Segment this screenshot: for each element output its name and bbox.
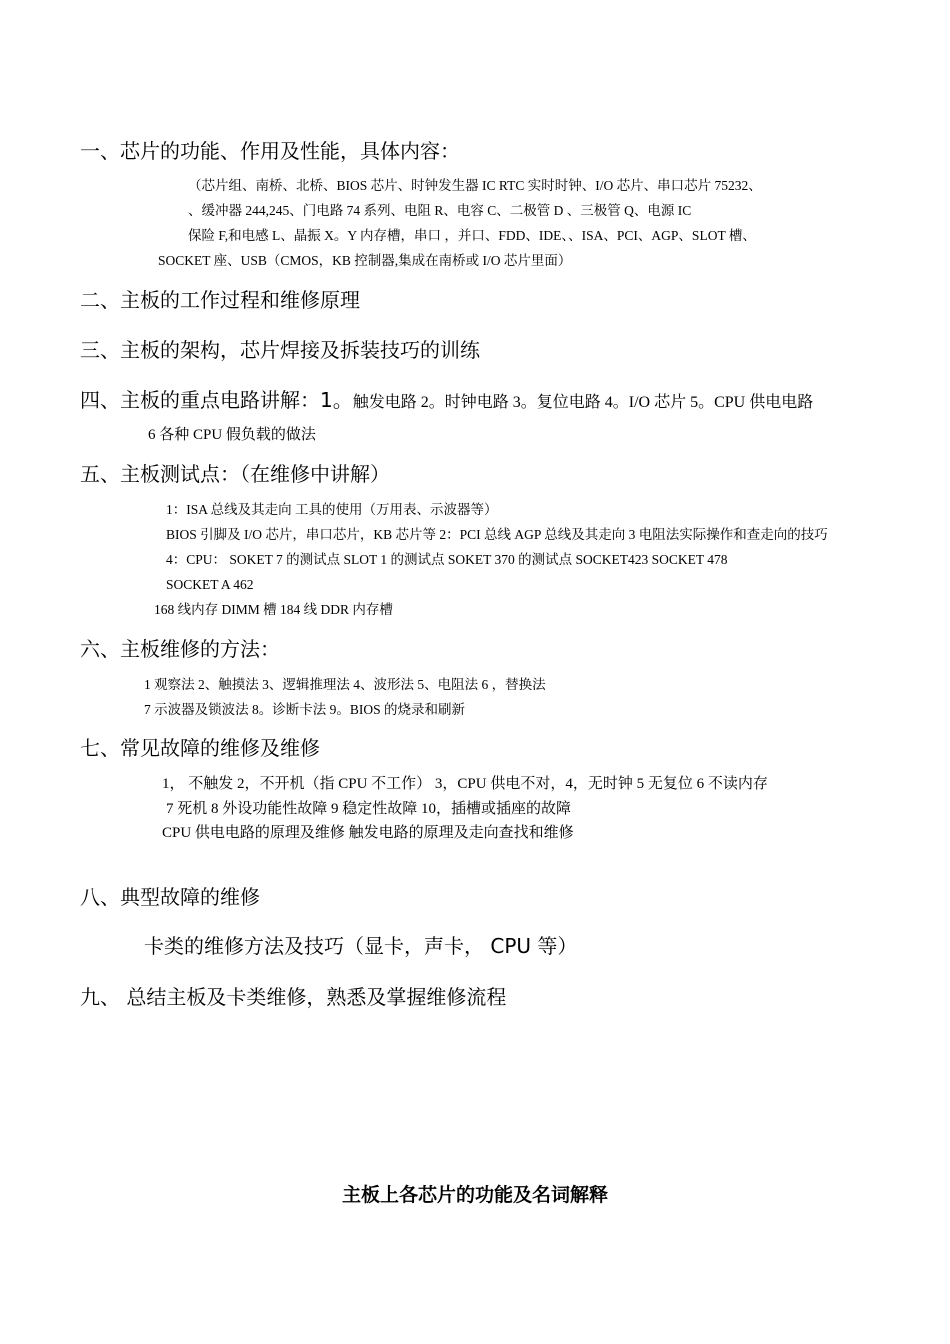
section-1-heading: 一、芯片的功能、作用及性能，具体内容： <box>80 139 460 163</box>
section-6-line-2: 7 示波器及锁波法 8。诊断卡法 9。BIOS 的烧录和刷新 <box>144 702 466 717</box>
section-4-line-1: 6 各种 CPU 假负载的做法 <box>148 427 316 443</box>
section-1-line-3: 保险 F,和电感 L、晶振 X。Y 内存槽，串口 ，并口、FDD、IDE、、ISA、PCI、AGP、SLOT 槽、 <box>188 228 756 243</box>
section-3-heading: 三、主板的架构，芯片焊接及拆装技巧的训练 <box>80 338 480 362</box>
section-4-heading-tail: 触发电路 2。时钟电路 3。复位电路 4。I/O 芯片 5。CPU 供电电路 <box>352 394 814 411</box>
section-4-heading <box>80 390 813 411</box>
section-5-line-2: BIOS 引脚及 I/O 芯片，串口芯片，KB 芯片等 2：PCI 总线 AGP 总线及其走向 3 电阻法实际操作和查走向的技巧 <box>166 527 828 542</box>
section-6-heading: 六、主板维修的方法： <box>80 637 280 661</box>
section-7-line-2: 7 死机 8 外设功能性故障 9 稳定性故障 10，插槽或插座的故障 <box>166 801 572 817</box>
section-2-heading: 二、主板的工作过程和维修原理 <box>80 288 360 312</box>
section-1-line-4: SOCKET 座、USB（CMOS，KB 控制器,集成在南桥或 I/O 芯片里面） <box>158 253 572 268</box>
section-5-line-5: 168 线内存 DIMM 槽 184 线 DDR 内存槽 <box>154 602 393 617</box>
section-1-line-2: 、缓冲器 244,245、门电路 74 系列、电阻 R、电容 C、二极管 D 、三极管 Q、电源 IC <box>188 203 692 218</box>
section-5-line-3: 4：CPU： SOKET 7 的测试点 SLOT 1 的测试点 SOKET 370 的测试点 SOCKET423 SOCKET 478 <box>166 552 728 567</box>
section-5-heading: 五、主板测试点：（在维修中讲解） <box>80 462 390 486</box>
footer-title: 主板上各芯片的功能及名词解释 <box>341 1184 608 1206</box>
section-1-line-1: （芯片组、南桥、北桥、BIOS 芯片、时钟发生器 IC RTC 实时时钟、I/O 芯片、串口芯片 75232、 <box>188 178 762 193</box>
section-8-line-1: 卡类的维修方法及技巧（显卡，声卡， CPU 等） <box>144 934 578 958</box>
section-7-line-1: 1， 不触发 2，不开机（指 CPU 不工作） 3，CPU 供电不对，4，无时钟 5 无复位 6 不读内存 <box>162 776 768 792</box>
section-4-heading-text: 四、主板的重点电路讲解：1。 <box>80 388 353 412</box>
section-9-heading: 九、 总结主板及卡类维修，熟悉及掌握维修流程 <box>80 985 507 1009</box>
section-8-heading: 八、典型故障的维修 <box>80 885 260 909</box>
section-5-line-4: SOCKET A 462 <box>166 577 254 592</box>
section-7-heading: 七、常见故障的维修及维修 <box>80 736 320 760</box>
section-7-line-3: CPU 供电电路的原理及维修 触发电路的原理及走向查找和维修 <box>162 825 574 841</box>
section-5-line-1: 1：ISA 总线及其走向 工具的使用（万用表、示波器等） <box>166 502 498 517</box>
section-6-line-1: 1 观察法 2、触摸法 3、逻辑推理法 4、波形法 5、电阻法 6 ，替换法 <box>144 677 546 692</box>
